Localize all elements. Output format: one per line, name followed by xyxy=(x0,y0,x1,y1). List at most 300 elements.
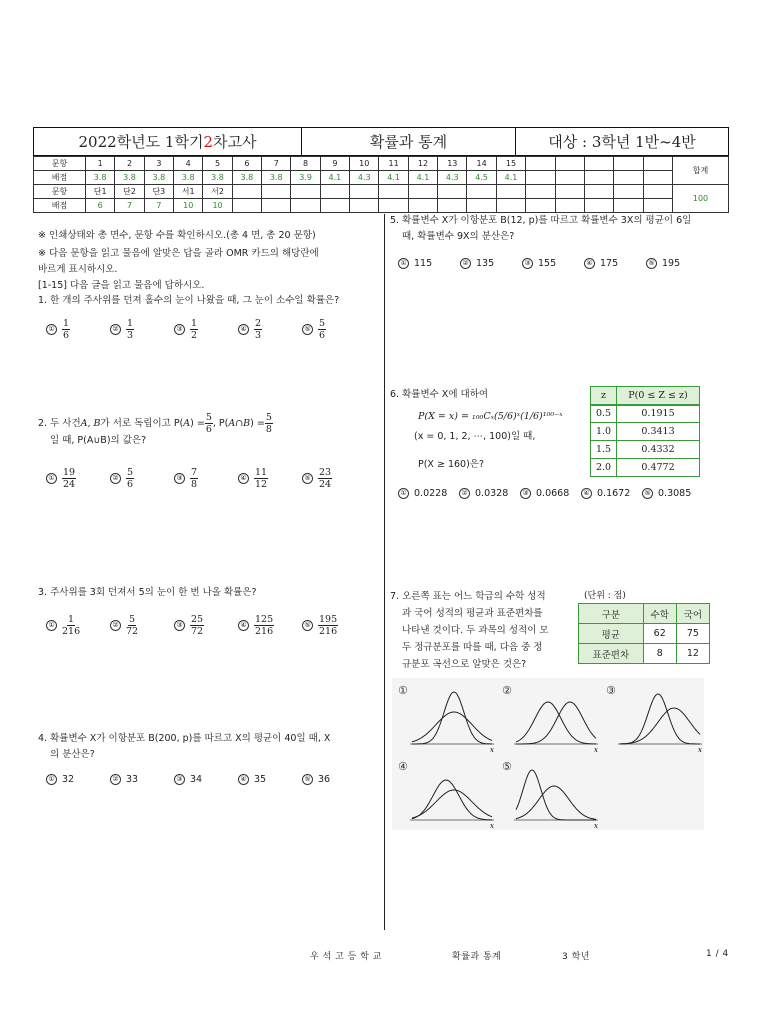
score-cell xyxy=(438,199,467,213)
question-1-choices xyxy=(46,318,366,341)
title-prefix: 2022학년도 1학기 xyxy=(78,133,204,151)
question-7-line: 규분포 곡선으로 알맞은 것은? xyxy=(402,659,527,670)
unit-label: (단위 : 점) xyxy=(584,591,626,601)
choice-2[interactable] xyxy=(110,774,174,785)
normal-curve xyxy=(620,708,700,744)
score-cell: 7 xyxy=(115,199,144,213)
choice-1[interactable] xyxy=(398,488,459,499)
x-axis-label: x xyxy=(594,822,598,830)
score-cell: 9 xyxy=(320,157,349,171)
numerator: 19 xyxy=(63,467,76,478)
normal-curve xyxy=(412,790,492,818)
score-cell: 1 xyxy=(86,157,115,171)
denominator: 6 xyxy=(127,479,134,490)
score-cell: 14 xyxy=(467,157,496,171)
stats-row xyxy=(579,644,710,664)
numerator: 5 xyxy=(129,614,136,625)
total-value: 100 xyxy=(673,185,729,213)
score-cell xyxy=(467,199,496,213)
choice-marker: ① xyxy=(46,324,57,335)
choice-marker: ⑤ xyxy=(646,258,657,269)
choice-value: 0.1672 xyxy=(597,488,631,499)
choice-1[interactable] xyxy=(46,774,110,785)
score-cell: 3.8 xyxy=(203,171,232,185)
choice-value: 175 xyxy=(600,258,619,269)
choice-3[interactable] xyxy=(520,488,581,499)
score-cell xyxy=(643,171,672,185)
ztable-cell: 2.0 xyxy=(591,459,617,477)
score-cell: 10 xyxy=(203,199,232,213)
normal-curve xyxy=(516,786,596,819)
stats-header: 수학 xyxy=(643,604,676,624)
choice-fraction xyxy=(126,318,134,341)
curve-option-1[interactable] xyxy=(398,684,494,754)
score-cell: 단3 xyxy=(144,185,173,199)
question-7-line: 나타낸 것이다. 두 과목의 성적이 모 xyxy=(402,625,549,636)
score-cell: 4.1 xyxy=(320,171,349,185)
denominator: 72 xyxy=(191,626,204,637)
ztable-header: z xyxy=(591,387,617,405)
choice-marker: ⑤ xyxy=(302,774,313,785)
ztable-header: P(0 ≤ Z ≤ z) xyxy=(617,387,700,405)
choice-3[interactable] xyxy=(522,258,584,269)
x-axis-label: x xyxy=(490,746,494,754)
exam-target: 대상 : 3학년 1반~4반 xyxy=(548,133,696,151)
numerator: 2 xyxy=(255,318,262,329)
curve-options-svg xyxy=(392,678,704,830)
choice-fraction xyxy=(254,318,262,341)
numerator: 25 xyxy=(191,614,204,625)
score-cell xyxy=(555,157,584,171)
question-6-line1: 6. 확률변수 X에 대하여 xyxy=(390,389,489,400)
curve-option-label: ① xyxy=(398,684,408,697)
score-cell xyxy=(614,171,643,185)
title-number: 2 xyxy=(203,132,213,151)
score-cell xyxy=(555,171,584,185)
choice-2[interactable] xyxy=(110,318,174,341)
question-2-line2: 일 때, P(A∪B)의 값은? xyxy=(50,435,147,446)
normal-curve xyxy=(516,702,596,744)
footer-subject: 확률과 통계 xyxy=(452,952,502,962)
curve-option-label: ② xyxy=(502,684,512,697)
question-7-line: 과 국어 성적의 평균과 표준편차를 xyxy=(402,608,543,619)
choice-marker: ④ xyxy=(581,488,592,499)
choice-value: 0.0228 xyxy=(414,488,448,499)
score-cell: 4.5 xyxy=(467,171,496,185)
choice-marker: ① xyxy=(46,620,57,631)
score-cell xyxy=(614,199,643,213)
choice-fraction xyxy=(126,614,138,637)
numerator: 195 xyxy=(319,614,338,625)
question-7-line: 두 정규분포를 따를 때, 다음 중 정 xyxy=(402,642,543,653)
choice-fraction xyxy=(254,614,274,637)
score-cell xyxy=(496,199,525,213)
denominator: 216 xyxy=(62,626,81,637)
score-cell: 6 xyxy=(86,199,115,213)
numerator: 5 xyxy=(319,318,326,329)
numerator: 1 xyxy=(191,318,198,329)
choice-5[interactable] xyxy=(642,488,703,499)
denominator: 72 xyxy=(126,626,139,637)
numerator: 7 xyxy=(191,467,198,478)
score-cell xyxy=(614,185,643,199)
choice-fraction xyxy=(318,318,326,341)
ztable-cell: 0.1915 xyxy=(617,405,700,423)
score-cell: 단2 xyxy=(115,185,144,199)
score-cell: 4.1 xyxy=(496,171,525,185)
footer-grade: 3 학년 xyxy=(562,952,590,962)
score-cell: 7 xyxy=(144,199,173,213)
score-cell xyxy=(555,199,584,213)
stats-header: 국어 xyxy=(676,604,709,624)
choice-marker: ③ xyxy=(522,258,533,269)
score-cell xyxy=(467,185,496,199)
section-heading: [1-15] 다음 글을 읽고 물음에 답하시오. xyxy=(38,280,205,291)
ztable-cell: 0.3413 xyxy=(617,423,700,441)
choice-value: 32 xyxy=(62,774,75,785)
score-cell: 4.3 xyxy=(350,171,379,185)
stats-cell: 75 xyxy=(676,624,709,644)
choice-fraction xyxy=(62,467,76,490)
choice-marker: ① xyxy=(46,774,57,785)
score-cell xyxy=(526,171,555,185)
denominator: 8 xyxy=(191,479,198,490)
numerator: 5 xyxy=(127,467,134,478)
choice-3[interactable] xyxy=(174,318,238,341)
score-cell xyxy=(379,185,408,199)
normal-curve xyxy=(412,780,492,820)
score-cell: 6 xyxy=(232,157,261,171)
question-4-line1: 4. 확률변수 X가 이항분포 B(200, p)를 따르고 X의 평균이 40일 때, X xyxy=(38,733,331,744)
normal-curve xyxy=(412,712,492,742)
footer-school: 우 석 고 등 학 교 xyxy=(310,952,382,962)
score-cell xyxy=(262,185,291,199)
score-row-label: 배점 xyxy=(34,171,86,185)
score-cell xyxy=(320,199,349,213)
x-axis-label: x xyxy=(490,822,494,830)
choice-1[interactable] xyxy=(46,318,110,341)
stats-row xyxy=(579,624,710,644)
score-row-label: 문항 xyxy=(34,185,86,199)
score-cell: 12 xyxy=(408,157,437,171)
q2-frac-2: $\frac{5}{8}$ xyxy=(265,412,272,435)
score-cell: 서1 xyxy=(174,185,203,199)
stats-table xyxy=(578,603,710,664)
choice-4[interactable] xyxy=(238,318,302,341)
score-cell xyxy=(526,185,555,199)
score-cell: 3.8 xyxy=(115,171,144,185)
denominator: 24 xyxy=(319,479,332,490)
question-3: 3. 주사위를 3회 던져서 5의 눈이 한 번 나올 확률은? xyxy=(38,587,257,598)
exam-header xyxy=(33,127,729,213)
choice-5[interactable] xyxy=(302,318,366,341)
choice-4[interactable] xyxy=(581,488,642,499)
score-cell xyxy=(408,199,437,213)
score-cell: 3.8 xyxy=(232,171,261,185)
choice-4[interactable] xyxy=(238,774,302,785)
score-cell: 5 xyxy=(203,157,232,171)
x-axis-label: x xyxy=(698,746,702,754)
denominator: 3 xyxy=(255,330,262,341)
choice-1[interactable] xyxy=(46,614,110,637)
choice-value: 115 xyxy=(414,258,433,269)
choice-marker: ③ xyxy=(174,620,185,631)
numerator: 1 xyxy=(68,614,75,625)
choice-3[interactable] xyxy=(174,467,238,490)
denominator: 3 xyxy=(127,330,134,341)
choice-marker: ⑤ xyxy=(642,488,653,499)
q2-frac-1: $\frac{5}{6}$ xyxy=(205,412,212,435)
choice-marker: ③ xyxy=(174,774,185,785)
choice-value: 0.3085 xyxy=(658,488,692,499)
choice-4[interactable] xyxy=(238,467,302,490)
choice-marker: ④ xyxy=(238,774,249,785)
ztable-cell: 0.5 xyxy=(591,405,617,423)
score-cell xyxy=(438,185,467,199)
score-cell: 7 xyxy=(262,157,291,171)
exam-title xyxy=(34,128,302,155)
score-cell: 13 xyxy=(438,157,467,171)
choice-5[interactable] xyxy=(302,467,366,490)
score-cell xyxy=(496,185,525,199)
score-cell xyxy=(291,185,320,199)
choice-4[interactable] xyxy=(238,614,302,637)
score-cell xyxy=(584,199,613,213)
score-cell xyxy=(232,185,261,199)
score-row xyxy=(34,157,729,171)
curve-option-5[interactable] xyxy=(502,760,598,830)
score-cell: 서2 xyxy=(203,185,232,199)
question-1: 1. 한 개의 주사위를 던져 홀수의 눈이 나왔을 때, 그 눈이 소수일 확률은? xyxy=(38,295,340,306)
choice-2[interactable] xyxy=(110,467,174,490)
curve-options xyxy=(392,678,704,830)
footer-page: 1 / 4 xyxy=(706,949,729,959)
choice-marker: ④ xyxy=(584,258,595,269)
score-cell xyxy=(584,157,613,171)
score-cell: 2 xyxy=(115,157,144,171)
choice-marker: ⑤ xyxy=(302,620,313,631)
score-cell xyxy=(584,171,613,185)
numerator: 1 xyxy=(63,318,70,329)
score-cell: 8 xyxy=(291,157,320,171)
choice-5[interactable] xyxy=(302,614,366,637)
choice-marker: ⑤ xyxy=(302,324,313,335)
score-cell xyxy=(379,199,408,213)
ztable-cell: 1.0 xyxy=(591,423,617,441)
curve-option-label: ③ xyxy=(606,684,616,697)
choice-marker: ① xyxy=(398,258,409,269)
ztable-cell: 0.4772 xyxy=(617,459,700,477)
score-cell: 3.8 xyxy=(174,171,203,185)
choice-fraction xyxy=(190,467,198,490)
ztable-cell: 0.4332 xyxy=(617,441,700,459)
score-cell: 3.9 xyxy=(291,171,320,185)
stats-cell: 표준편차 xyxy=(579,644,644,664)
choice-fraction xyxy=(318,614,338,637)
choice-marker: ③ xyxy=(174,324,185,335)
choice-marker: ④ xyxy=(238,324,249,335)
question-6-line3: (x = 0, 1, 2, ⋯, 100)일 때, xyxy=(414,431,536,442)
question-6-line4: P(X ≥ 160)은? xyxy=(418,459,485,470)
title-suffix: 차고사 xyxy=(213,133,257,151)
question-2-choices xyxy=(46,467,366,490)
choice-marker: ② xyxy=(110,473,121,484)
stats-cell: 평균 xyxy=(579,624,644,644)
choice-marker: ③ xyxy=(174,473,185,484)
score-cell xyxy=(643,185,672,199)
stats-header: 구분 xyxy=(579,604,644,624)
notice-2a: ※ 다음 문항을 읽고 물음에 알맞은 답을 골라 OMR 카드의 해당란에 xyxy=(38,248,319,259)
curve-option-3[interactable] xyxy=(606,684,702,754)
score-cell xyxy=(291,199,320,213)
ztable-row xyxy=(591,423,700,441)
choice-5[interactable] xyxy=(646,258,708,269)
choice-value: 135 xyxy=(476,258,495,269)
numerator: 11 xyxy=(255,467,268,478)
choice-fraction xyxy=(254,467,268,490)
notice-2b: 바르게 표시하시오. xyxy=(38,264,118,275)
curve-option-4[interactable] xyxy=(398,760,494,830)
score-cell: 15 xyxy=(496,157,525,171)
choice-2[interactable] xyxy=(459,488,520,499)
score-row-label: 배점 xyxy=(34,199,86,213)
score-cell xyxy=(614,157,643,171)
denominator: 216 xyxy=(319,626,338,637)
ztable-row xyxy=(591,405,700,423)
choice-fraction xyxy=(190,614,204,637)
numerator: 125 xyxy=(255,614,274,625)
curve-option-label: ⑤ xyxy=(502,760,512,773)
score-cell xyxy=(555,185,584,199)
choice-5[interactable] xyxy=(302,774,366,785)
score-cell xyxy=(526,199,555,213)
score-cell xyxy=(350,185,379,199)
choice-value: 195 xyxy=(662,258,681,269)
score-row xyxy=(34,199,729,213)
choice-fraction xyxy=(126,467,134,490)
choice-value: 155 xyxy=(538,258,557,269)
question-5-line2: 때, 확률변수 9X의 분산은? xyxy=(402,231,515,242)
score-cell: 3 xyxy=(144,157,173,171)
stats-cell: 62 xyxy=(643,624,676,644)
score-table xyxy=(33,156,729,213)
ztable-cell: 1.5 xyxy=(591,441,617,459)
score-row xyxy=(34,185,729,199)
score-cell: 10 xyxy=(174,199,203,213)
choice-2[interactable] xyxy=(460,258,522,269)
denominator: 6 xyxy=(63,330,70,341)
ztable-row xyxy=(591,441,700,459)
choice-fraction xyxy=(62,614,80,637)
score-cell xyxy=(262,199,291,213)
choice-value: 33 xyxy=(126,774,139,785)
choice-value: 34 xyxy=(190,774,203,785)
score-cell xyxy=(584,185,613,199)
choice-marker: ② xyxy=(110,774,121,785)
curve-option-label: ④ xyxy=(398,760,408,773)
curve-option-2[interactable] xyxy=(502,684,598,754)
score-cell: 4.3 xyxy=(438,171,467,185)
choice-marker: ⑤ xyxy=(302,473,313,484)
choice-3[interactable] xyxy=(174,774,238,785)
question-5-choices xyxy=(398,258,708,269)
score-cell: 11 xyxy=(379,157,408,171)
numerator: 1 xyxy=(127,318,134,329)
choice-1[interactable] xyxy=(398,258,460,269)
column-divider xyxy=(384,214,385,930)
title-row xyxy=(33,127,729,156)
stats-cell: 12 xyxy=(676,644,709,664)
score-row xyxy=(34,171,729,185)
question-6-formula: P(X = x) = ₁₀₀Cₓ(5/6)ˣ(1/6)¹⁰⁰⁻ˣ xyxy=(418,411,563,422)
choice-fraction xyxy=(62,318,70,341)
choice-marker: ② xyxy=(110,324,121,335)
choice-marker: ② xyxy=(459,488,470,499)
choice-1[interactable] xyxy=(46,467,110,490)
question-4-choices xyxy=(46,774,366,785)
score-cell xyxy=(643,157,672,171)
score-cell: 4.1 xyxy=(379,171,408,185)
denominator: 12 xyxy=(255,479,268,490)
score-cell: 10 xyxy=(350,157,379,171)
normal-table xyxy=(590,386,700,477)
choice-4[interactable] xyxy=(584,258,646,269)
score-cell: 3.8 xyxy=(86,171,115,185)
choice-marker: ② xyxy=(460,258,471,269)
denominator: 216 xyxy=(255,626,274,637)
numerator: 23 xyxy=(319,467,332,478)
notice-1: ※ 인쇄상태와 총 면수, 문항 수를 확인하시오.(총 4 면, 총 20 문항) xyxy=(38,230,316,241)
question-3-choices xyxy=(46,614,366,637)
score-cell xyxy=(643,199,672,213)
score-cell: 3.8 xyxy=(144,171,173,185)
score-cell: 4.1 xyxy=(408,171,437,185)
choice-3[interactable] xyxy=(174,614,238,637)
score-cell xyxy=(350,199,379,213)
score-cell: 단1 xyxy=(86,185,115,199)
choice-2[interactable] xyxy=(110,614,174,637)
question-7-text xyxy=(390,588,549,673)
denominator: 24 xyxy=(63,479,76,490)
question-6-choices xyxy=(398,488,703,499)
choice-fraction xyxy=(190,318,198,341)
stats-cell: 8 xyxy=(643,644,676,664)
ztable-row xyxy=(591,459,700,477)
score-cell: 4 xyxy=(174,157,203,171)
question-7-line: 7. 오른쪽 표는 어느 학급의 수학 성적 xyxy=(390,591,546,602)
choice-value: 36 xyxy=(318,774,331,785)
choice-marker: ① xyxy=(398,488,409,499)
score-cell xyxy=(232,199,261,213)
score-row-label: 문항 xyxy=(34,157,86,171)
choice-value: 0.0328 xyxy=(475,488,509,499)
choice-value: 35 xyxy=(254,774,267,785)
question-5-line1: 5. 확률변수 X가 이항분포 B(12, p)를 따르고 확률변수 3X의 평균이 6일 xyxy=(390,215,692,226)
denominator: 6 xyxy=(319,330,326,341)
choice-marker: ① xyxy=(46,473,57,484)
choice-value: 0.0668 xyxy=(536,488,570,499)
denominator: 2 xyxy=(191,330,198,341)
choice-marker: ④ xyxy=(238,473,249,484)
choice-fraction xyxy=(318,467,332,490)
score-cell xyxy=(408,185,437,199)
exam-subject: 확률과 통계 xyxy=(302,128,516,155)
total-label: 합계 xyxy=(673,157,729,185)
score-cell: 3.8 xyxy=(262,171,291,185)
score-cell xyxy=(320,185,349,199)
question-4-line2: 의 분산은? xyxy=(50,749,95,760)
choice-marker: ③ xyxy=(520,488,531,499)
